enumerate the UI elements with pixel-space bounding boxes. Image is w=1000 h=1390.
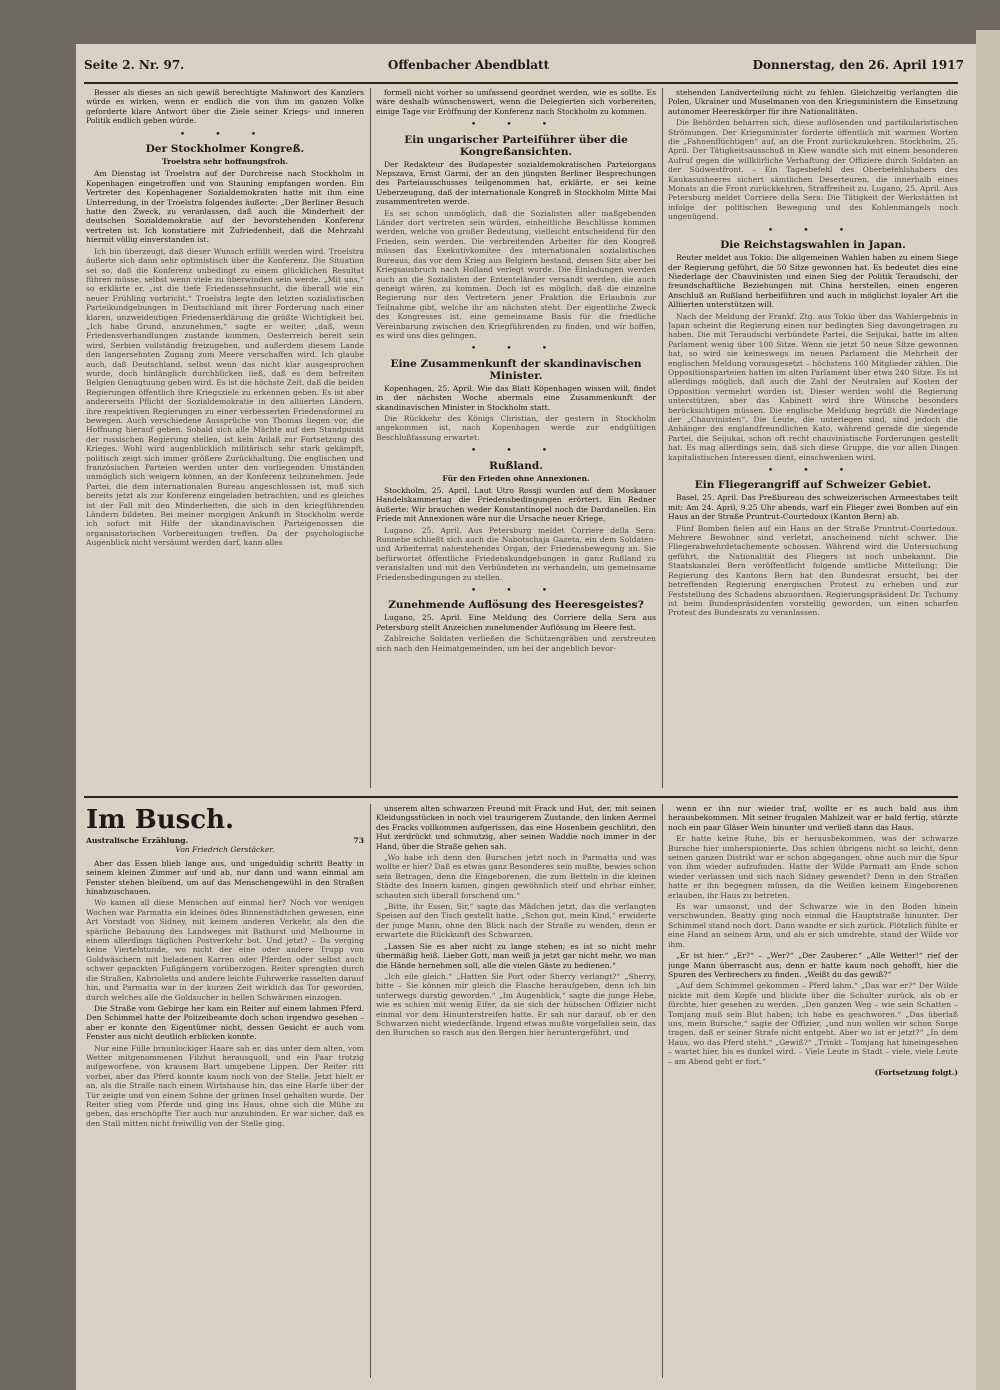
story-column-3: wenn er ihn nur wieder traf, wollte er es auch bald aus ihm herausbekommen. Mit seiner frugalen Mahlzeit war er bald fertig, stürzte noch ein paar Gläser Wein hinunter und verließ dann das Haus. Er hatte keine Ruhe, bis er herausbekommen, was der schwarze Bursche hier umherspionierte. Das schien übrigens nicht so leicht, denn seinen ganzen Distrikt war er schon abgegangen, ohne auch nur die Spur von ihm wieder aufzufinden. Hatte der Wilde Parmatt am Ende schon wieder verlassen und sich nach Sidney gewendet? Denn in den Straßen hatte er ihn begegnen müssen, da die Weißen keinem Eingeborenen erlauben, ihr Haus zu betreten. Es war umsonst, und der Schwarze wie in den Boden hinein verschwunden. Beatty ging noch einmal die Hauptstraße hinunter. Der Schimmel stand noch dort. Dann wandte er sich zurück. Plötzlich fühlte er eine Hand an seinem Arm, und als er sich umdrehte, stand der Wilde vor ihm. „Er ist hier.“ „Er?“ – „Wer?“ „Der Zauberer.“ „Alle Wetter!“ rief der junge Mann überrascht aus, denn er hatte kaum noch gehofft, hier die Spuren des Verbrechers zu finden. „Weißt du das gewiß?“ „Auf dem Schimmel gekommen – Pferd lahm.“ „Das war er?“ Der Wilde nickte mit dem Kopfe und blickte über die Schulter zurück, als ob er fürchte, hier gesehen zu werden. „Den ganzen Weg – wie sein Schatten – Tomjang muß sein Blut haben; ich habe es geschworen.“ „Das überlaß uns, mein Bursche,“ sagte der Offizier, „und nun wollen wir schon Sorge tragen, daß er seiner Strafe nicht entgeht. Aber wo ist er jetzt?“ „In dem Haus, wo das Pferd steht.“ „Gewiß?“ „Trinkt – Tomjang hat hineingesehen – wartet hier, bis es dunkel wird. – Viele Leute in Stadt – viele, viele Leute – am Abend geht er fort.“ (Fortsetzung folgt.): [668, 804, 958, 1077]
column-2: formell nicht vorher so umfassend geordnet werden, wie es sollte. Es wäre deshalb wünschenswert, wenn die Delegierten sich vorbereiten, einige Tage vor Eröffnung der Konferenz nach Stockholm zu kommen. • • • Ein ungarischer Parteiführer über die Kongreßansichten. Der Redakteur des Budapester sozialdemokratischen Parteiorgans Nepszava, Ernst Garmi, der an den jüngsten Berliner Besprechungen des Parteiausschusses teilgenommen hat, erklärte, er sei keine Ueberzeugung, daß der internationale Kongreß in Stockholm Mitte Mai zusammentreten werde. Es sei schon unmöglich, daß die Sozialisten aller maßgebenden Länder dort vertreten sein würden, einheitliche Beschlüsse kommen werden, welche von großer Bedeutung, vielleicht entscheidend für den Frieden, sein werden. Die verbreitenden Arbeiter für den Kongreß müssen das Exekutivkomitee des internationalen sozialistischen Bureaus, das vor dem Krieg aus Belgiern bestand, dessen Sitz aber bei Kriegsausbruch nach Holland verlegt wurde. Die Einladungen werden auch an die Sozialisten der Ententeländer versandt werden, die auch geneigt wären, zu kommen. Doch ist es möglich, daß die einzelne Regierung nur den Vertretern jener Fraktion die Erlaubnis zur Teilnahme gibt, welche ihr am nächsten steht. Der eigentliche Zweck des Kongresses ist, eine gemeinsame Basis für die friedliche Vereinbarung zwischen den Kriegführenden zu finden, und wir hoffen, es wird uns dies gelingen. • • • Eine Zusammenkunft der skandinavischen Minister. Kopenhagen, 25. April. Wie das Blatt Köpenhagen wissen will, findet in der nächsten Woche abermals eine Zusammenkunft der skandinavischen Minister in Stockholm statt. Die Rückkehr des Königs Christian, der gestern in Stockholm angekommen ist, nach Kopenhagen werde zur endgültigen Beschlußfassung erwartet. • • • Rußland. Für den Frieden ohne Annexionen. Stockholm, 25. April. Laut Utro Rossji wurden auf dem Moskauer Handelskammertag die Friedensbedingungen erörtert. Ein Redner äußerte: Wir brauchen weder Konstantinopel noch die Dardanellen. Ein Friede mit Annexionen wäre nur die Ursache neuer Kriege. Lugano, 25. April. Aus Petersburg meldet Corriere della Sera: Runnebe schließt sich auch die Nabotschaja Gazeta, ein dem Soldaten- und Arbeiterrat nahestehendes Organ, der Friedensbewegung an. Sie befürwortet öffentliche Friedenskundgebungen in ganz Rußland zu veranstalten und mit den Verbündeten zu verhandeln, um gemeinsame Friedensbedingungen zu stellen. • • • Zunehmende Auflösung des Heeresgeistes? Lugano, 25. April. Eine Meldung des Corriere della Sera aus Petersburg stellt Anzeichen zunehmender Auflösung im Heere fest. Zahlreiche Soldaten verließen die Schützengräben und zerstreuten sich nach den Heimatgemeinden, um bei der angeblich bevor-: [376, 88, 656, 653]
story-column-2: unserem alten schwarzen Freund mit Frack und Hut, der, mit seinen Kleidungsstücken in noch viel traurigerem Zustande, den linken Aermel des Fracks vollkommen aufgerissen, das eine Hosenbein geschlitzt, den Hut zerdrückt und schmutzig, aber seinen Waddie noch immer in der Hand, über die Straße gehen sah. „Wo habe ich denn den Burschen jetzt noch in Parmatta und was wollte er hier? Daß es etwas ganz Besonderes sein mußte, bewies schon sein Betragen, denn die Eingeborenen, die zum Betteln in die kleinen Städte des Innern kamen, gingen gewöhnlich steif und ehrbar einher, schauten sich überall forschend um.“ „Bitte, ihr Essen, Sir,“ sagte das Mädchen jetzt, das die verlangten Speisen auf den Tisch gestellt hatte. „Schon gut, mein Kind,“ erwiderte der junge Mann, ohne den Blick nach der Straße zu wenden, denn er erwartete die Rückkunft des Schwarzen. „Lassen Sie es aber nicht zu lange stehen; es ist so nicht mehr übermäßig heiß. Lieber Gott, man weiß ja jetzt gar nicht mehr, wo man die Hände hernehmen soll, alle die vielen Gäste zu bedienen.“ „Ich eile gleich.“ „Hatten Sie Port oder Sherry verlangt?“ „Sherry, bitte – Sie können mir gleich die Flasche heraufgeben, denn ich bin unterwegs durstig geworden.“ „Im Augenblick,“ sagte die junge Hebe, wie es schien mit wenig Eifer, da sie sich der hübschen Offizier nicht einmal vor dem Hinunterstreifen hatte. Er sah nur darauf, ob er den Schwarzen nicht wiederfände. Irgend etwas mußte vorgefallen sein, das den Burschen so rasch aus den Bergen hier heruntergeführt, und: [376, 804, 656, 1038]
page-header: [84, 58, 964, 80]
continuation-note: (Fortsetzung folgt.): [874, 1067, 958, 1077]
article-title: Eine Zusammenkunft der skandinavischen Minister.: [390, 357, 642, 382]
article-title: Rußland.: [489, 459, 543, 472]
story-byline: Von Friedrich Gerstäcker.: [175, 845, 275, 855]
article-subtitle: Für den Frieden ohne Annexionen.: [442, 473, 590, 483]
story-title: Im Busch.: [86, 805, 235, 835]
story-series: Australische Erzählung.: [86, 836, 189, 845]
column-1: Besser als dieses an sich gewiß berechtigte Mahnwort des Kanzlers würde es wirken, wenn er endlich die von ihm im ganzen Volke geforderte klare Antwort über die Ziele seiner Kriegs- und inneren Politik endlich geben würde. • • • Der Stockholmer Kongreß. Troelstra sehr hoffnungsfroh. Am Dienstag ist Troelstra auf der Durchreise nach Stockholm in Kopenhagen eingetroffen und von Stauning empfangen worden. Ein Vertreter des Kopenhagener Sozialdemokraten hatte mit ihm eine Unterredung, in der Troelstra folgendes äußerte: „Der Berliner Besuch hatte den Zweck, zu veranlassen, daß auch die Minderheit der deutschen Sozialdemokratie auf der bevorstehenden Konferenz vertreten ist. Ich konstatiere mit Zufriedenheit, daß die Mehrzahl hiermit völlig einverstanden ist. Ich bin überzeugt, daß dieser Wunsch erfüllt werden wird. Troelstra äußerte sich dann sehr optimistisch über die Konferenz. Die Situation sei so, daß die Konferenz unbedingt zu einem glücklichen Resultat führen müsse, selbst wenn viele zu überwinden sein werde. „Mit uns,“ so erklärte er, „ist die tiefe Friedenssehnsucht, die überall wie ein neuer Frühling vorbricht.“ Troelstra legte den letzten sozialistischen Parteikundgebungen in Deutschland mit ihrer Forderung nach einer klaren, unzweideutigen Friedenserklärung die größte Wichtigkeit bei. „Ich habe Grund, anzunehmen,“ sagte er weiter, „daß, wenn Friedensverhandlungen zustande kommen, Oesterreich bereit sein wird, Serbien vollständig freizugeben, und außerdem diesem Lande den langersehnten Zugang zum Meere verschaffen wird. Ich glaube auch, daß Deutschland, selbst wenn das nicht klar ausgesprochen wurde, doch hinlänglich durchblicken ließ, daß es dem befreiten Belgien Genugtuung geben wird. Es ist die höchste Zeit, daß die beiden Regierungen öffentlich ihre Kriegsziele zu erkennen geben. Es ist aber andererseits Pflicht der Sozialdemokratie in den alliierten Ländern, ihre respektiven Regierungen zu einer verbesserten Friedensformel zu bewegen. Auch verschiedene Aussprüche von Thomas liegen vor, die Hoffnung hierauf geben. Sobald sich alle Mächte auf den Standpunkt der russischen Regierung stellen, ist kein Anlaß zur Fortsetzung des Krieges. Wohl wird augenblicklich militärisch sehr stark gekämpft, politisch zeigt sich immer größere Zurückhaltung. Die englischen und französischen Parteien werden unter den vorliegenden Umständen unmöglich sich weigern können, an der Konferenz teilzunehmen. Jede Partei, die dem internationalen Bureau angeschlossen ist, muß sich bereits jetzt als zur Konferenz eingeladen betrachten, und es gleiches ist der Fall mit den Minderheiten, die sich in den kriegführenden Ländern bildeten. Bei meiner morgigen Ankunft in Stockholm werde ich sofort mit Hilfe der skandinavischen Parteigenossen die organisatorischen Vorbereitungen treffen. Da der psychologische Augenblick nicht versäumt werden darf, kann alles: [86, 88, 364, 548]
feuilleton-rule: [84, 796, 958, 798]
article-title: Der Stockholmer Kongreß.: [145, 143, 305, 156]
article-title: Die Reichstagswahlen in Japan.: [720, 239, 906, 252]
issue-date: Donnerstag, den 26. April 1917: [752, 58, 964, 72]
header-rule: [84, 82, 958, 84]
page-number: Seite 2. Nr. 97.: [84, 58, 185, 72]
article-title: Ein ungarischer Parteiführer über die Kongreßansichten.: [404, 133, 628, 158]
article-title: Zunehmende Auflösung des Heeresgeistes?: [388, 599, 644, 612]
article-title: Ein Fliegerangriff auf Schweizer Gebiet.: [694, 479, 932, 492]
column-3: stehenden Landverteilung nicht zu fehlen. Gleichzeitig verlangten die Polen, Ukrainer und Muselmanen von den Kriegsministern die Einsetzung autonomer Heereskörper für ihre Nationalitäten. Die Behörden beharren sich, diese auflösenden und partikularistischen Strömungen. Der Kriegsminister forderte öffentlich mit warmen Worten die „Fahnenflüchtigen“ auf, an die Front zurückzukehren. Stockholm, 25. April. Der Tätigkeitsausschuß in Kiew wandte sich mit einem besonderen Aufruf gegen die willkürliche Verhaftung der Offiziere durch Soldaten an der Südwestfront. – Ein Tagesbefehl des Oberbefehlshabers des Kaukasusheeres sichert sämtlichen Deserteuren, die innerhalb eines Monats an die Front zurückkehren, Straffreiheit zu. Lugano, 25. April. Aus Petersburg meldet Corriere della Sera: Die Tätigkeit der Werkstätten ist infolge der politischen Bewegung und des Kohlenmangels noch ungenügend. • • • Die Reichstagswahlen in Japan. Reuter meldet aus Tokio: Die allgemeinen Wahlen haben zu einem Siege der Regierung geführt, die 50 Sitze gewonnen hat. Es bedeutet dies eine Niederlage der Chauvinisten und einen Sieg der Politik Teraudschi, der freundschaftliche Beziehungen mit China herstellen, einen engeren Anschluß an Rußland herbeiführen und auch in möglichst loyaler Art die Alliierten unterstützen will. Nach der Meldung der Frankf. Ztg. aus Tokio über das Wahlergebnis in Japan scheint die Regierung einen nur bedingten Sieg davongetragen zu haben. Die mit Teraudschi verbündete Partei, die Seijukai, hatte im alten Parlament wenig über 100 Sitze. Wenn sie jetzt 50 neue Sitze gewonnen hat, so wird sie keineswegs im neuen Parlament die Mehrheit der englischen Meldung vorausgesetzt – höchstens 160 Mitglieder zählen. Die Oppositionsparteien hatten im alten Parlament über etwa 240 Sitze. Es ist allerdings möglich, daß auch die Zahl der Neutralen auf Kosten der Opposition vermehrt worden ist. Dieser werden wohl die Regierung unterstützen, aber das Kabinett wird ihre Wünsche besonders berücksichtigen müssen. Die englische Meldung begrüßt die Niederlage der „Chauvinisten“. Die Leute, die unterlegen sind, sind jedoch die Anhänger des englandfreundlichen Kato, während gerade die siegende Partei, die Seijukai, schon oft recht chauvinistische Forderungen gestellt hat. Es mag allerdings sein, daß sich diese Gruppe, die vor allen Dingen kapitalistischen Interessen dient, einschwenken wird. • • • Ein Fliegerangriff auf Schweizer Gebiet. Basel, 25. April. Das Preßbureau des schweizerischen Armeestabes teilt mit: Am 24. April, 9.25 Uhr abends, warf ein Flieger zwei Bomben auf ein Haus an der Straße Pruntrut–Courtedoux (Kanton Bern) ab. Fünf Bomben fielen auf ein Haus an der Straße Pruntrut–Courtedoux. Mehrere Bewohner sind verletzt, anscheinend nicht schwer. Die Fliegerabwehrdetachemente schossen. Während wird die Untersuchung geführt, die Nationalität des Fliegers ist noch unbekannt. Die Staatskanzlei Bern veröffentlicht folgende amtliche Mitteilung: Die Regierung des Kantons Bern hat den Bundesrat ersucht, bei der betreffenden Regierung energischen Protest zu erheben und zur Feststellung des Schadens abzuordnen. Regierungspräsident Dr. Tschumy ist beim Bundespräsidenten vorstellig geworden, um einen scharfen Protest des Bundesrats zu veranlassen.: [668, 88, 958, 618]
story-column-1: Im Busch. Australische Erzählung. 73 Von Friedrich Gerstäcker. Aber das Essen blieb lange aus, und ungeduldig schritt Beatty in seinem kleinen Zimmer auf und ab, nur dann und wann einmal am Fenster stehen bleibend, um auf das Menschengewühl in den Straßen hinabzuschauen. Wo kamen all diese Menschen auf einmal her? Noch vor wenigen Wochen war Parmatta ein kleines ödes Binnenstädtchen gewesen, eine Art Vorstadt von Sidney, mit keinem anderen Verkehr, als den die spärliche Bebauung des Landweges mit Bathurst und Melbourne in einem allerdings täglichen Postverkehr bot. Und jetzt? – Da verging keine Viertelstunde, wo nicht der eine oder andere Trupp von Goldwäschern mit beladenen Karren oder Pferden oder selbst auch schwer gepackten Fußgängern vorüberzogen. Reiter sprengten durch die Straßen, Kabrioletts und andere leichte Fuhrwerke rasselten darauf hin, und Parmatta war in der kurzen Zeit wirklich das Tor geworden, durch welches alle die Goldsucher in hellen Schwärmen einzogen. Die Straße vom Gebirge her kam ein Reiter auf einem lahmen Pferd. Den Schimmel hatte der Polizeibeamte doch schon irgendwo gesehen – aber er konnte den Eigentümer nicht, dessen Gesicht er auch vom Fenster aus nicht deutlich erblicken konnte. Nur eine Fülle braunlockiger Haare sah er, das unter dem alten, vom Wetter mitgenommenen Filzhut herausquoll, und ein Paar trotzig aufgeworfene, von krausem Bart umgebene Lippen. Der Reiter ritt vorbei, aber das Pferd konnte kaum noch von der Stelle. Jetzt hielt er an, als die Straße nach einem Wirtshause hin, das eine Harfe über der Tür zeigte und von einem Sohne der grünen Insel gehalten wurde. Der Reiter stieg vom Pferde und ging ins Haus, ohne sich die Mühe zu geben, das erschöpfte Tier auch nur anzubinden. Er war sicher, daß es den Stall mitten nicht freiwillig von der Stelle ging.: [86, 805, 364, 1128]
newspaper-page: [76, 44, 976, 1390]
masthead: Offenbacher Abendblatt: [387, 58, 550, 72]
story-part: 73: [353, 836, 364, 845]
article-subtitle: Troelstra sehr hoffnungsfroh.: [162, 157, 288, 167]
adjacent-page-edge: [976, 30, 1000, 1390]
